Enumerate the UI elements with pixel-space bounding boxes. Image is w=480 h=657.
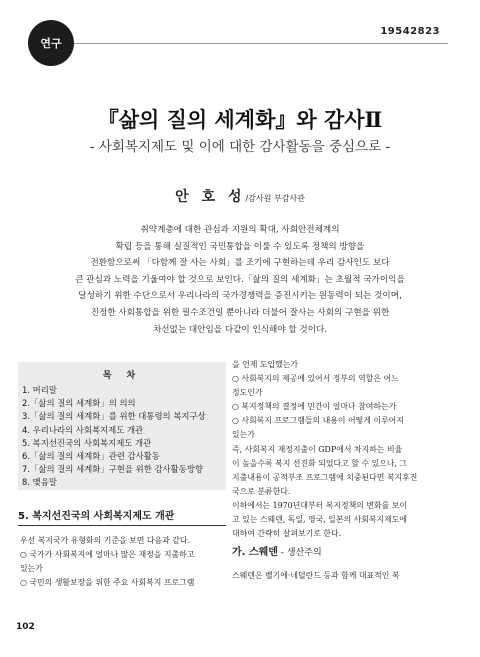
right-column-text xyxy=(232,358,462,541)
author-name: 안 호 성 xyxy=(175,189,246,205)
byline xyxy=(0,186,480,206)
subsection-lead: 가. 스웨덴 xyxy=(232,547,278,558)
body-line: 정도인가 xyxy=(232,388,263,398)
body-line: 지출내용이 공적부조 프로그램에 치중된다면 복지후진 xyxy=(232,472,418,482)
body-line: 국으로 분류한다. xyxy=(232,486,291,496)
right-column-text-2 xyxy=(232,569,462,583)
toc-item: 6.「삶의 질의 세계화」관련 감사활동 xyxy=(22,451,160,462)
body-line: 을 언제 도입했는가 xyxy=(232,360,298,369)
body-line: 이 높을수록 복지 선진화 되었다고 할 수 있으나, 그 xyxy=(232,458,408,468)
abstract xyxy=(60,222,420,338)
abstract-line: 달성하기 위한 수단으로서 우리나라의 국가경쟁력을 증진시키는 원동력이 되는 것이며, xyxy=(78,291,402,302)
body-line: 대하여 간략히 살펴보기로 한다. xyxy=(232,529,342,539)
toc-item: 2.「삶의 질의 세계화」의 의의 xyxy=(22,398,136,409)
issue-code: 19542823 xyxy=(380,26,440,37)
body-line: 이하에서는 1970년대부터 복지정책의 변화를 보이 xyxy=(232,500,407,510)
toc-item: 8. 맺음말 xyxy=(22,477,57,488)
body-line: 스웨덴은 벨기에·네덜란드 등과 함께 대표적인 복 xyxy=(232,571,400,580)
abstract-line: 큰 관심과 노력을 기울여야 할 것으로 보인다.「삶의 질의 세계화」는 초월적 국가이익을 xyxy=(75,274,405,285)
table-of-contents xyxy=(18,362,226,490)
toc-item: 7.「삶의 질의 세계화」구현을 위한 감사활동방향 xyxy=(22,464,204,475)
body-line: 있는가 xyxy=(20,564,43,574)
toc-list xyxy=(18,382,226,490)
article-subtitle: - 사회복지제도 및 이에 대한 감사활동을 중심으로 - xyxy=(89,139,391,155)
header-rule xyxy=(74,43,448,44)
body-line: ○ 사회복지 프로그램들의 내용이 어떻게 이루어져 xyxy=(232,416,404,426)
toc-title: 목 차 xyxy=(102,371,142,381)
abstract-line: 차선없는 대안임을 다같이 인식해야 할 것이다. xyxy=(152,324,328,335)
body-line: ○ 복지정책의 결정에 민간이 얼마나 참여하는가 xyxy=(232,402,397,412)
body-line: 고 있는 스웨덴, 독일, 영국, 일본의 사회복지제도에 xyxy=(232,515,408,525)
body-line: ○ 사회복지의 제공에 있어서 정부의 역할은 어느 xyxy=(232,374,399,384)
subsection-rest: - 생산주의 xyxy=(277,548,322,558)
body-line: 있는가 xyxy=(232,430,255,440)
abstract-line: 진정한 사회통합을 위한 필수조건일 뿐아니라 더불어 잘사는 사회의 구현을 위한 xyxy=(90,307,390,318)
toc-item: 3.「삶의 질의 세계화」를 위한 대통령의 복지구상 xyxy=(22,411,206,422)
body-line: ○ 국민의 생활보장을 위한 주요 사회복지 프로그램 xyxy=(20,578,195,588)
left-column-text xyxy=(20,534,226,590)
section-badge: 연구 xyxy=(28,20,74,66)
toc-item: 4. 우리나라의 사회복지제도 개관 xyxy=(22,424,144,435)
abstract-line: 확립 등을 통해 실질적인 국민통합을 이룰 수 있도록 정책의 방향을 xyxy=(115,241,365,252)
section-heading: 5. 복지선진국의 사회복지제도 개관 xyxy=(18,507,226,526)
toc-item: 5. 복지선진국의 사회복지제도 개관 xyxy=(22,437,152,448)
article-title: 『삶의 질의 세계화』와 감사Ⅱ xyxy=(97,107,383,132)
body-line: 즉, 사회복지 재정지출이 GDP에서 차지하는 비율 xyxy=(232,444,403,454)
page-number: 102 xyxy=(16,622,35,632)
toc-item: 1. 머리말 xyxy=(22,385,57,395)
subsection-heading xyxy=(232,543,462,558)
author-role: /감사원 부감사관 xyxy=(245,194,305,203)
body-line: 우선 복지국가 유형화의 기준을 보면 다음과 같다. xyxy=(20,536,191,545)
body-line: ○ 국가가 사회복지에 얼마나 많은 재정을 지출하고 xyxy=(20,550,195,560)
abstract-line: 전환함으로써 「다함께 잘 사는 사회」를 조기에 구현하는데 우리 감사인도 보다 xyxy=(90,258,390,269)
abstract-line: 취약계층에 대한 관심과 지원의 확대, 사회안전체계의 xyxy=(140,225,340,235)
